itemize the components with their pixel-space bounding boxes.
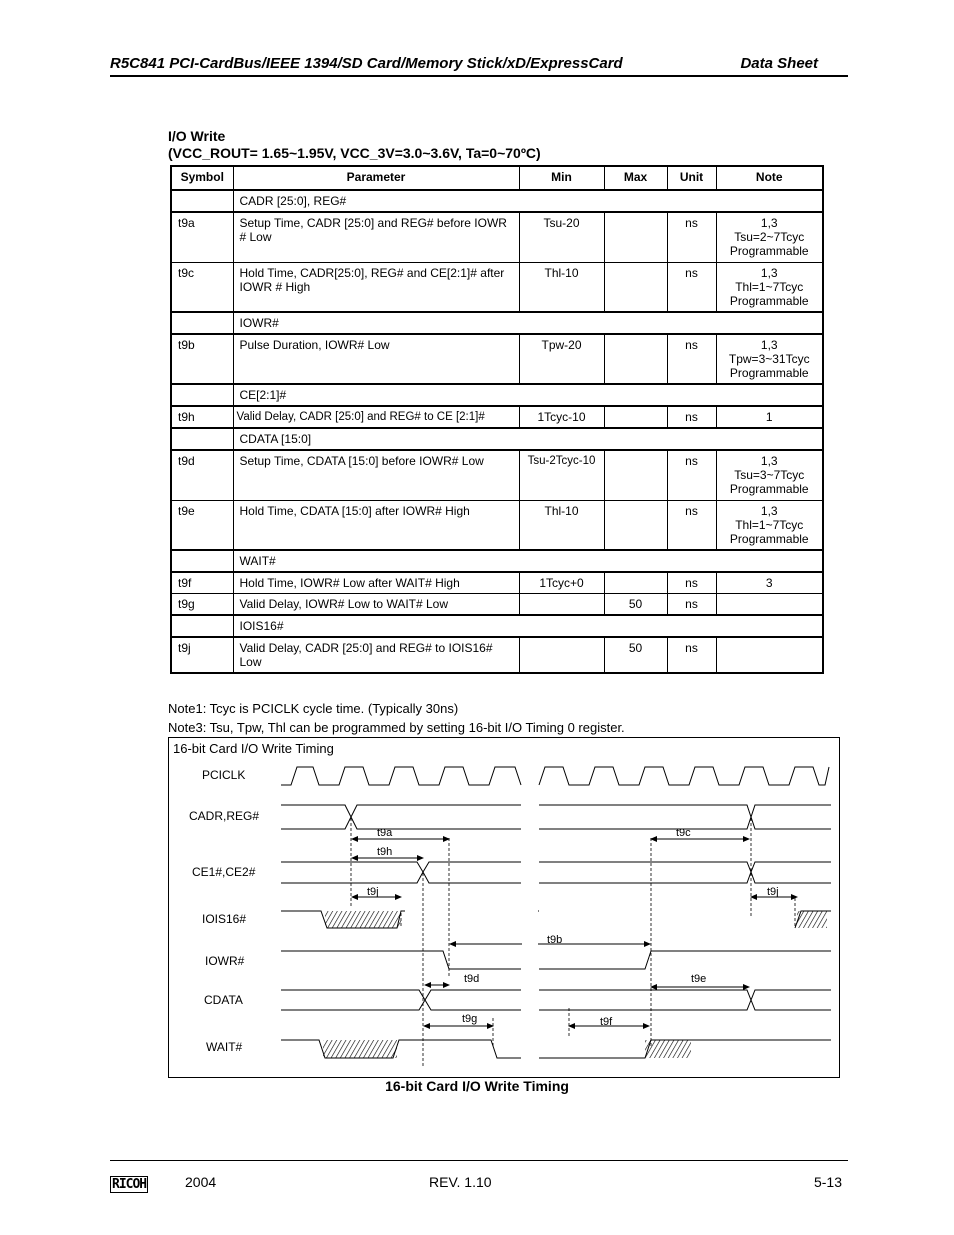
- cell-note: 1: [716, 406, 823, 428]
- doc-type: Data Sheet: [740, 55, 818, 72]
- footer-year: 2004: [185, 1174, 217, 1190]
- label-t9g: t9g: [462, 1013, 478, 1025]
- table-row: [171, 450, 823, 500]
- wait-hatch-right: [645, 1040, 691, 1058]
- cell-note: [716, 450, 823, 500]
- signal-wait: WAIT#: [206, 1040, 243, 1054]
- table-row: [171, 572, 823, 594]
- note-3: Note3: Tsu, Tpw, Thl can be programmed by setting 16-bit I/O Timing 0 register.: [168, 720, 625, 735]
- cell-parameter: Hold Time, CDATA [15:0] after IOWR# High: [233, 500, 519, 550]
- section-title: I/O Write: [168, 128, 226, 144]
- note-line: Programmable: [729, 366, 809, 380]
- timing-svg: [169, 738, 839, 1077]
- cell-symbol: t9e: [171, 500, 233, 550]
- ce-waveform: [281, 862, 831, 883]
- label-t9e: t9e: [691, 973, 707, 985]
- cell-max: [604, 572, 667, 594]
- page-footer: [110, 1160, 848, 1192]
- note-line: Tsu=3~7Tcyc: [734, 468, 805, 482]
- wait-hatch-left: [323, 1040, 397, 1058]
- cell-note: [716, 212, 823, 262]
- cell-note: [716, 637, 823, 673]
- cell-unit: ns: [667, 637, 716, 673]
- table-row: [171, 334, 823, 384]
- cell-max: [604, 212, 667, 262]
- cell-parameter: Valid Delay, CADR [25:0] and REG# to CE [2:1]#: [233, 406, 519, 428]
- cell-min: 1Tcyc+0: [519, 572, 604, 594]
- iois16-hatch-right: [797, 911, 827, 928]
- col-max: Max: [604, 166, 667, 190]
- io-write-table: [170, 165, 824, 674]
- cell-min: Tsu-20: [519, 212, 604, 262]
- group-label: IOWR#: [233, 312, 823, 334]
- cell-symbol: t9b: [171, 334, 233, 384]
- note-line: 1,3: [760, 338, 778, 352]
- group-label: CDATA [15:0]: [233, 428, 823, 450]
- table-row: [171, 500, 823, 550]
- cell-parameter: Setup Time, CDATA [15:0] before IOWR# Low: [233, 450, 519, 500]
- notes: [168, 699, 625, 738]
- signal-iowr: IOWR#: [205, 954, 245, 968]
- page-number: 5-13: [813, 1174, 842, 1190]
- iois16-hatch-left: [325, 911, 401, 928]
- ricoh-logo: [110, 1173, 149, 1192]
- footer-revision: REV. 1.10: [429, 1174, 492, 1190]
- table-header-row: [171, 166, 823, 190]
- signal-pciclk: PCICLK: [202, 768, 246, 782]
- cell-max: 50: [604, 637, 667, 673]
- col-parameter: Parameter: [233, 166, 519, 190]
- cell-max: 50: [604, 594, 667, 616]
- cell-note: [716, 594, 823, 616]
- timing-diagram: [168, 737, 840, 1078]
- cell-max: [604, 262, 667, 312]
- cell-note: [716, 334, 823, 384]
- label-t9c: t9c: [676, 827, 691, 839]
- col-min: Min: [519, 166, 604, 190]
- figure-caption: 16-bit Card I/O Write Timing: [385, 1078, 569, 1094]
- note-line: Programmable: [729, 244, 809, 258]
- cdata-waveform: [281, 990, 831, 1010]
- signal-cdata: CDATA: [204, 993, 243, 1007]
- signal-iois16: IOIS16#: [202, 912, 247, 926]
- cell-parameter: Valid Delay, IOWR# Low to WAIT# Low: [233, 594, 519, 616]
- cell-symbol: t9d: [171, 450, 233, 500]
- cell-max: [604, 500, 667, 550]
- note-line: 1,3: [760, 503, 778, 518]
- cell-min: [519, 637, 604, 673]
- cell-symbol: t9c: [171, 262, 233, 312]
- cell-min: Tsu-2Tcyc-10: [519, 450, 604, 500]
- col-unit: Unit: [667, 166, 716, 190]
- label-t9f: t9f: [600, 1016, 613, 1028]
- table-row: [171, 594, 823, 616]
- note-line: Tsu=2~7Tcyc: [734, 230, 805, 244]
- note-1: Note1: Tcyc is PCICLK cycle time. (Typically 30ns): [168, 701, 459, 716]
- cell-parameter: Valid Delay, CADR [25:0] and REG# to IOIS16# Low: [233, 637, 519, 673]
- group-row: [171, 428, 823, 450]
- cell-note: [716, 500, 823, 550]
- group-row: [171, 312, 823, 334]
- cell-min: 1Tcyc-10: [519, 406, 604, 428]
- label-t9d: t9d: [464, 973, 480, 985]
- cell-unit: ns: [667, 572, 716, 594]
- signal-cadr: CADR,REG#: [189, 809, 260, 823]
- cell-unit: ns: [667, 262, 716, 312]
- table-row: [171, 262, 823, 312]
- cell-parameter: Hold Time, IOWR# Low after WAIT# High: [233, 572, 519, 594]
- label-t9a: t9a: [377, 827, 393, 839]
- note-line: Thl=1~7Tcyc: [735, 279, 804, 294]
- table-row: [171, 212, 823, 262]
- cell-note: [716, 262, 823, 312]
- group-label: CE[2:1]#: [233, 384, 823, 406]
- pciclk-waveform: [281, 767, 829, 785]
- cell-min: [519, 594, 604, 616]
- group-label: IOIS16#: [233, 615, 823, 637]
- cell-symbol: t9j: [171, 637, 233, 673]
- note-line: 1,3: [760, 265, 778, 280]
- cell-min: Thl-10: [519, 262, 604, 312]
- cell-unit: ns: [667, 450, 716, 500]
- note-line: Tpw=3~31Tcyc: [728, 352, 810, 366]
- table-row: [171, 406, 823, 428]
- col-note: Note: [716, 166, 823, 190]
- doc-title: R5C841 PCI-CardBus/IEEE 1394/SD Card/Memory Stick/xD/ExpressCard: [110, 55, 623, 72]
- label-t9b: t9b: [547, 934, 563, 946]
- cell-unit: ns: [667, 334, 716, 384]
- cell-unit: ns: [667, 500, 716, 550]
- logo-text: RICOH: [112, 1177, 147, 1192]
- label-t9h: t9h: [377, 846, 393, 858]
- label-t9j-right: t9j: [767, 886, 779, 898]
- group-label: WAIT#: [233, 550, 823, 572]
- cell-symbol: t9f: [171, 572, 233, 594]
- group-row: [171, 384, 823, 406]
- section-heading: [168, 128, 541, 162]
- cell-parameter: Pulse Duration, IOWR# Low: [233, 334, 519, 384]
- section-conditions: (VCC_ROUT= 1.65~1.95V, VCC_3V=3.0~3.6V, Ta=0~70ºC): [168, 145, 541, 161]
- group-row: [171, 550, 823, 572]
- page-header: [110, 55, 848, 77]
- cell-symbol: t9a: [171, 212, 233, 262]
- note-line: Programmable: [729, 482, 809, 496]
- note-line: Programmable: [729, 531, 809, 546]
- cell-parameter: Hold Time, CADR[25:0], REG# and CE[2:1]# after IOWR # High: [233, 262, 519, 312]
- note-line: Programmable: [729, 293, 809, 308]
- col-symbol: Symbol: [171, 166, 233, 190]
- signal-ce: CE1#,CE2#: [192, 865, 256, 879]
- cell-max: [604, 406, 667, 428]
- cell-min: Thl-10: [519, 500, 604, 550]
- label-t9j-left: t9j: [367, 886, 379, 898]
- group-row: [171, 615, 823, 637]
- note-line: 1,3: [760, 454, 778, 468]
- timing-title: 16-bit Card I/O Write Timing: [173, 741, 334, 756]
- cell-unit: ns: [667, 406, 716, 428]
- cell-parameter: Setup Time, CADR [25:0] and REG# before IOWR # Low: [233, 212, 519, 262]
- cell-symbol: t9g: [171, 594, 233, 616]
- cell-symbol: t9h: [171, 406, 233, 428]
- cadr-waveform: [281, 805, 831, 829]
- note-line: 1,3: [760, 216, 778, 230]
- group-row: [171, 190, 823, 212]
- table-row: [171, 637, 823, 673]
- cell-unit: ns: [667, 212, 716, 262]
- cell-min: Tpw-20: [519, 334, 604, 384]
- group-label: CADR [25:0], REG#: [233, 190, 823, 212]
- cell-max: [604, 334, 667, 384]
- cell-max: [604, 450, 667, 500]
- cell-note: 3: [716, 572, 823, 594]
- note-line: Thl=1~7Tcyc: [735, 517, 804, 532]
- iowr-waveform: [281, 951, 831, 969]
- cell-unit: ns: [667, 594, 716, 616]
